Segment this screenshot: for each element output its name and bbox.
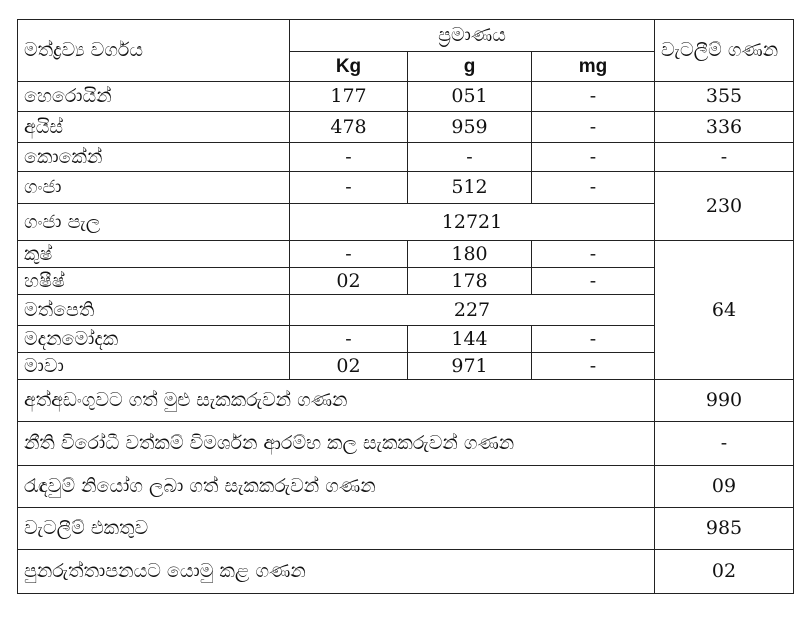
qty-kg: - <box>290 143 408 172</box>
drug-name: අයිස් <box>18 112 290 143</box>
qty-kg: - <box>290 326 408 353</box>
summary-label-detention-orders: රැඳවුම් නියෝග ලබා ගත් සැකකරුවන් ගණන <box>18 466 655 508</box>
drug-name: කුෂ් <box>18 241 290 268</box>
drug-name: ගංජා <box>18 172 290 204</box>
raid-count: 355 <box>655 82 794 112</box>
qty-merged: 12721 <box>290 204 655 241</box>
qty-mg: - <box>532 172 655 204</box>
qty-mg: - <box>532 82 655 112</box>
qty-g: 144 <box>408 326 532 353</box>
drug-name: ගංජා පැල <box>18 204 290 241</box>
qty-g: 180 <box>408 241 532 268</box>
summary-value-total-raids: 985 <box>655 508 794 550</box>
qty-g: 959 <box>408 112 532 143</box>
drug-name: හෙරොයින් <box>18 82 290 112</box>
summary-value-detention-orders: 09 <box>655 466 794 508</box>
drug-name: මත්පෙති <box>18 295 290 326</box>
header-quantity: ප්‍රමාණය <box>290 20 655 52</box>
qty-mg: - <box>532 326 655 353</box>
table-row <box>18 112 794 143</box>
header-unit-mg: mg <box>532 52 655 82</box>
header-unit-kg: Kg <box>290 52 408 82</box>
table-row <box>18 172 794 204</box>
drug-name: මදනමෝදක <box>18 326 290 353</box>
qty-g: - <box>408 143 532 172</box>
drug-name: කොකේන් <box>18 143 290 172</box>
header-drug-type: මත්ද්‍රව්‍ය වර්ගය <box>18 20 290 82</box>
header-unit-g: g <box>408 52 532 82</box>
summary-label-asset-investigations: නීති විරෝධී වත්කම් විමර්ශන ආරම්භ කල සැකකරුවන් ගණන <box>18 422 655 466</box>
summary-row <box>18 380 794 422</box>
table-row <box>18 82 794 112</box>
table-row <box>18 241 794 268</box>
drug-seizure-table <box>17 19 794 594</box>
qty-kg: 177 <box>290 82 408 112</box>
raid-count: 336 <box>655 112 794 143</box>
table-row <box>18 143 794 172</box>
summary-row <box>18 466 794 508</box>
drug-name: හෂීෂ් <box>18 268 290 295</box>
summary-row <box>18 508 794 550</box>
qty-mg: - <box>532 353 655 380</box>
summary-label-total-raids: වැටලීම් එකතුව <box>18 508 655 550</box>
raid-count-other-group: 64 <box>655 241 794 380</box>
qty-mg: - <box>532 112 655 143</box>
qty-kg: 478 <box>290 112 408 143</box>
qty-kg: 02 <box>290 268 408 295</box>
qty-g: 178 <box>408 268 532 295</box>
qty-g: 971 <box>408 353 532 380</box>
qty-g: 512 <box>408 172 532 204</box>
qty-merged: 227 <box>290 295 655 326</box>
summary-value-rehabilitation: 02 <box>655 550 794 594</box>
summary-row <box>18 550 794 594</box>
summary-label-rehabilitation: පුනරුත්තාපනයට යොමු කළ ගණන <box>18 550 655 594</box>
qty-g: 051 <box>408 82 532 112</box>
qty-kg: - <box>290 172 408 204</box>
raid-count-ganja-group: 230 <box>655 172 794 241</box>
summary-value-total-arrested: 990 <box>655 380 794 422</box>
summary-label-total-arrested: අත්අඩංගුවට ගත් මුළු සැකකරුවන් ගණන <box>18 380 655 422</box>
qty-kg: - <box>290 241 408 268</box>
qty-mg: - <box>532 143 655 172</box>
summary-value-asset-investigations: - <box>655 422 794 466</box>
raid-count: - <box>655 143 794 172</box>
summary-row <box>18 422 794 466</box>
header-raid-count: වැටලීම් ගණන <box>655 20 794 82</box>
drug-name: මාවා <box>18 353 290 380</box>
qty-mg: - <box>532 268 655 295</box>
qty-mg: - <box>532 241 655 268</box>
qty-kg: 02 <box>290 353 408 380</box>
